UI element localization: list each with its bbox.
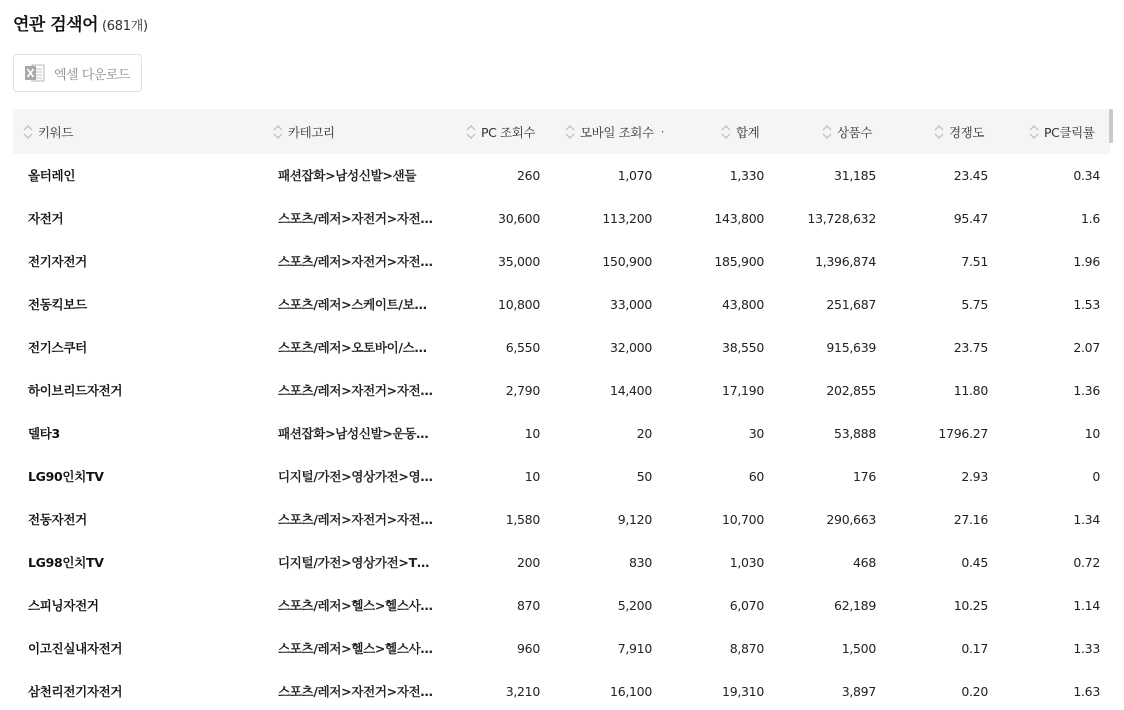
total-cell: 8,870	[729, 641, 764, 656]
column-header-products[interactable]	[822, 109, 872, 154]
keyword-cell[interactable]: LG98인치TV	[28, 555, 104, 570]
products-cell: 1,396,874	[815, 254, 876, 269]
pc-views-cell: 960	[517, 641, 540, 656]
column-header-label: 상품수	[837, 124, 873, 140]
pc-ctr-cell: 1.36	[1073, 383, 1100, 398]
pc-ctr-cell: 2.07	[1073, 340, 1100, 355]
products-cell: 3,897	[841, 684, 876, 699]
table-row	[13, 197, 1110, 240]
total-cell: 143,800	[714, 211, 764, 226]
products-cell: 62,189	[834, 598, 876, 613]
products-cell: 31,185	[834, 168, 876, 183]
competition-cell: 5.75	[961, 297, 988, 312]
competition-cell: 95.47	[953, 211, 988, 226]
sort-icon	[721, 125, 731, 139]
result-count: (681개)	[102, 19, 148, 34]
pc-views-cell: 10,800	[498, 297, 540, 312]
competition-cell: 11.80	[953, 383, 988, 398]
competition-cell: 23.45	[953, 168, 988, 183]
pc-ctr-cell: 10	[1084, 426, 1100, 441]
column-header-label: 경쟁도	[949, 124, 985, 140]
total-cell: 17,190	[722, 383, 764, 398]
keyword-cell[interactable]: 하이브리드자전거	[28, 383, 123, 398]
competition-cell: 10.25	[953, 598, 988, 613]
keyword-cell[interactable]: 전동킥보드	[28, 297, 87, 312]
table-row	[13, 283, 1110, 326]
total-cell: 60	[748, 469, 764, 484]
table-row	[13, 154, 1110, 197]
pc-views-cell: 260	[517, 168, 540, 183]
competition-cell: 23.75	[953, 340, 988, 355]
pc-views-cell: 3,210	[505, 684, 540, 699]
competition-cell: 0.20	[961, 684, 988, 699]
pc-ctr-cell: 1.34	[1073, 512, 1100, 527]
mobile-views-cell: 16,100	[610, 684, 652, 699]
category-cell: 스포츠/레저>자전거>자전…	[278, 254, 433, 269]
title-text: 연관 검색어	[13, 15, 99, 35]
pc-views-cell: 30,600	[498, 211, 540, 226]
table-row	[13, 498, 1110, 541]
excel-download-button[interactable]	[13, 54, 142, 92]
pc-ctr-cell: 0.34	[1073, 168, 1100, 183]
keyword-cell[interactable]: 삼천리전기자전거	[28, 684, 123, 699]
category-cell: 스포츠/레저>자전거>자전…	[278, 211, 433, 226]
category-cell: 스포츠/레저>스케이트/보…	[278, 297, 427, 312]
mobile-views-cell: 113,200	[602, 211, 652, 226]
keyword-cell[interactable]: 자전거	[28, 211, 64, 226]
total-cell: 185,900	[714, 254, 764, 269]
category-cell: 디지털/가전>영상가전>영…	[278, 469, 433, 484]
sort-icon	[565, 125, 575, 139]
mobile-views-cell: 14,400	[610, 383, 652, 398]
sort-active-indicator: ·	[660, 124, 665, 139]
category-cell: 패션잡화>남성신발>샌들	[278, 168, 417, 183]
column-header-competition[interactable]	[934, 109, 984, 154]
mobile-views-cell: 9,120	[617, 512, 652, 527]
excel-icon	[24, 62, 46, 84]
column-header-total[interactable]	[721, 109, 759, 154]
competition-cell: 0.45	[961, 555, 988, 570]
table-row	[13, 326, 1110, 369]
category-cell: 디지털/가전>영상가전>T…	[278, 555, 430, 570]
sort-icon	[822, 125, 832, 139]
competition-cell: 27.16	[953, 512, 988, 527]
column-header-label: 카테고리	[288, 124, 335, 140]
category-cell: 스포츠/레저>헬스>헬스사…	[278, 641, 433, 656]
column-header-category[interactable]	[273, 109, 335, 154]
pc-views-cell: 6,550	[505, 340, 540, 355]
products-cell: 290,663	[826, 512, 876, 527]
mobile-views-cell: 5,200	[617, 598, 652, 613]
sort-icon	[1029, 125, 1039, 139]
scrollbar[interactable]	[1109, 109, 1113, 143]
category-cell: 스포츠/레저>자전거>자전…	[278, 383, 433, 398]
column-header-keyword[interactable]	[23, 109, 73, 154]
products-cell: 13,728,632	[807, 211, 876, 226]
table-row	[13, 369, 1110, 412]
total-cell: 38,550	[722, 340, 764, 355]
sort-icon	[23, 125, 33, 139]
total-cell: 1,330	[729, 168, 764, 183]
products-cell: 202,855	[826, 383, 876, 398]
column-header-pc-views[interactable]	[466, 109, 535, 154]
column-header-label: 합계	[736, 124, 760, 140]
column-header-label: 모바일 조회수	[580, 124, 654, 140]
total-cell: 19,310	[722, 684, 764, 699]
table-row	[13, 412, 1110, 455]
table-row	[13, 455, 1110, 498]
column-header-label: 키워드	[38, 124, 74, 140]
category-cell: 스포츠/레저>자전거>자전…	[278, 512, 433, 527]
competition-cell: 1796.27	[938, 426, 988, 441]
products-cell: 915,639	[826, 340, 876, 355]
table-row	[13, 670, 1110, 710]
category-cell: 스포츠/레저>자전거>자전…	[278, 684, 433, 699]
keyword-cell[interactable]: LG90인치TV	[28, 469, 104, 484]
competition-cell: 2.93	[961, 469, 988, 484]
pc-views-cell: 1,580	[505, 512, 540, 527]
keyword-cell[interactable]: 이고진실내자전거	[28, 641, 123, 656]
keyword-cell[interactable]: 올터레인	[28, 168, 76, 183]
pc-ctr-cell: 0.72	[1073, 555, 1100, 570]
keyword-cell[interactable]: 스피닝자전거	[28, 598, 99, 613]
total-cell: 30	[748, 426, 764, 441]
sort-icon	[934, 125, 944, 139]
pc-views-cell: 10	[524, 426, 540, 441]
mobile-views-cell: 32,000	[610, 340, 652, 355]
total-cell: 6,070	[729, 598, 764, 613]
related-keywords-table	[13, 109, 1112, 710]
pc-ctr-cell: 1.33	[1073, 641, 1100, 656]
pc-ctr-cell: 1.96	[1073, 254, 1100, 269]
products-cell: 1,500	[841, 641, 876, 656]
mobile-views-cell: 50	[636, 469, 652, 484]
pc-views-cell: 200	[517, 555, 540, 570]
total-cell: 10,700	[722, 512, 764, 527]
mobile-views-cell: 1,070	[617, 168, 652, 183]
total-cell: 43,800	[722, 297, 764, 312]
category-cell: 패션잡화>남성신발>운동…	[278, 426, 429, 441]
keyword-cell[interactable]: 델타3	[28, 426, 60, 441]
products-cell: 468	[853, 555, 876, 570]
total-cell: 1,030	[729, 555, 764, 570]
pc-views-cell: 10	[524, 469, 540, 484]
pc-ctr-cell: 1.14	[1073, 598, 1100, 613]
keyword-cell[interactable]: 전기스쿠터	[28, 340, 87, 355]
mobile-views-cell: 20	[636, 426, 652, 441]
mobile-views-cell: 150,900	[602, 254, 652, 269]
table-row	[13, 584, 1110, 627]
page-title	[13, 10, 148, 34]
pc-ctr-cell: 1.53	[1073, 297, 1100, 312]
pc-ctr-cell: 0	[1092, 469, 1100, 484]
products-cell: 176	[853, 469, 876, 484]
column-header-pc-ctr[interactable]	[1029, 109, 1095, 154]
products-cell: 251,687	[826, 297, 876, 312]
products-cell: 53,888	[834, 426, 876, 441]
column-header-mobile-views[interactable]	[565, 109, 664, 154]
competition-cell: 7.51	[961, 254, 988, 269]
excel-download-label: 엑셀 다운로드	[54, 67, 130, 83]
category-cell: 스포츠/레저>헬스>헬스사…	[278, 598, 433, 613]
pc-views-cell: 35,000	[498, 254, 540, 269]
sort-icon	[273, 125, 283, 139]
mobile-views-cell: 33,000	[610, 297, 652, 312]
column-header-label: PC클릭률	[1044, 124, 1095, 140]
table-row	[13, 240, 1110, 283]
pc-views-cell: 870	[517, 598, 540, 613]
pc-ctr-cell: 1.6	[1081, 211, 1100, 226]
table-row	[13, 627, 1110, 670]
table-row	[13, 541, 1110, 584]
mobile-views-cell: 7,910	[617, 641, 652, 656]
category-cell: 스포츠/레저>오토바이/스…	[278, 340, 427, 355]
mobile-views-cell: 830	[629, 555, 652, 570]
competition-cell: 0.17	[961, 641, 988, 656]
sort-icon	[466, 125, 476, 139]
keyword-cell[interactable]: 전동자전거	[28, 512, 87, 527]
column-header-label: PC 조회수	[481, 124, 536, 140]
keyword-cell[interactable]: 전기자전거	[28, 254, 87, 269]
pc-ctr-cell: 1.63	[1073, 684, 1100, 699]
table-header	[13, 109, 1110, 154]
pc-views-cell: 2,790	[505, 383, 540, 398]
